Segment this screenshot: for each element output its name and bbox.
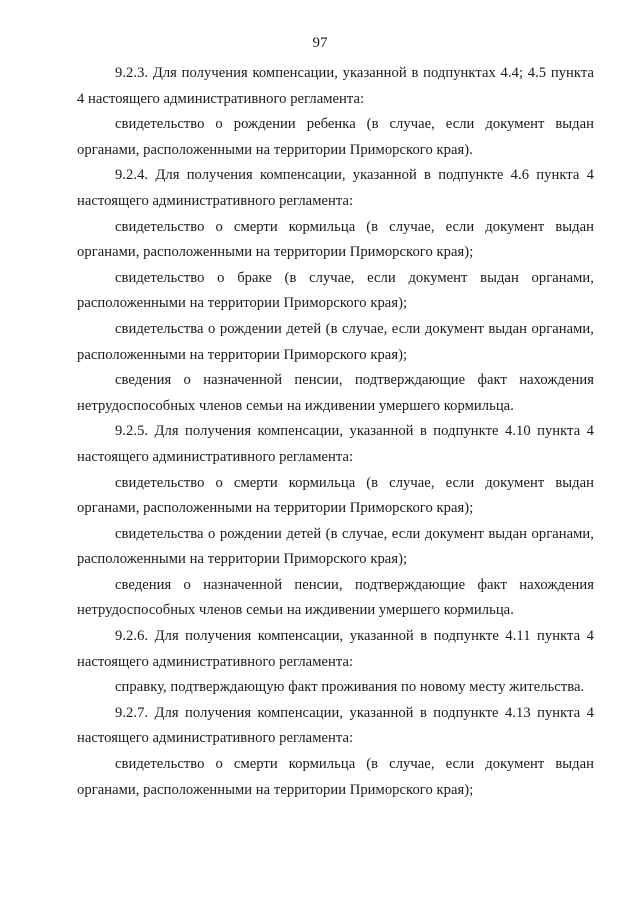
paragraph-9-2-6-heading: 9.2.6. Для получения компенсации, указанной в подпункте 4.11 пункта 4 настоящего административного регламента: — [77, 628, 594, 670]
paragraph: свидетельства о рождении детей (в случае, если документ выдан органами, расположенными на территории Приморского края); — [77, 525, 594, 568]
paragraph: свидетельство о браке (в случае, если документ выдан органами, расположенными на территории Приморского края); — [77, 269, 594, 312]
paragraph: свидетельство о смерти кормильца (в случае, если документ выдан органами, расположенными на территории Приморского края); — [77, 218, 594, 261]
paragraph: сведения о назначенной пенсии, подтверждающие факт нахождения нетрудоспособных членов семьи на иждивении умершего кормильца. — [77, 372, 594, 414]
paragraph-9-2-4-heading: 9.2.4. Для получения компенсации, указанной в подпункте 4.6 пункта 4 настоящего административного регламента: — [77, 167, 594, 209]
paragraph-9-2-7-heading: 9.2.7. Для получения компенсации, указанной в подпункте 4.13 пункта 4 настоящего административного регламента: — [77, 704, 594, 747]
paragraph: справку, подтверждающую факт проживания по новому месту жительства. — [115, 679, 585, 696]
paragraph: свидетельство о рождении ребенка (в случае, если документ выдан органами, расположенными на территории Приморского края). — [77, 116, 594, 158]
paragraph: свидетельство о смерти кормильца (в случае, если документ выдан органами, расположенными на территории Приморского края); — [77, 474, 594, 517]
paragraph-9-2-5-heading: 9.2.5. Для получения компенсации, указанной в подпункте 4.10 пункта 4 настоящего административного регламента: — [77, 423, 594, 465]
paragraph-9-2-3-heading: 9.2.3. Для получения компенсации, указанной в подпунктах 4.4; 4.5 пункта 4 настоящего административного регламента: — [77, 65, 594, 107]
paragraph: свидетельства о рождении детей (в случае, если документ выдан органами, расположенными на территории Приморского края); — [77, 320, 594, 363]
paragraph: свидетельство о смерти кормильца (в случае, если документ выдан органами, расположенными на территории Приморского края); — [77, 756, 594, 798]
paragraph: сведения о назначенной пенсии, подтверждающие факт нахождения нетрудоспособных членов семьи на иждивении умершего кормильца. — [77, 576, 594, 619]
document-body — [77, 61, 594, 803]
page-number: 97 — [312, 35, 328, 51]
